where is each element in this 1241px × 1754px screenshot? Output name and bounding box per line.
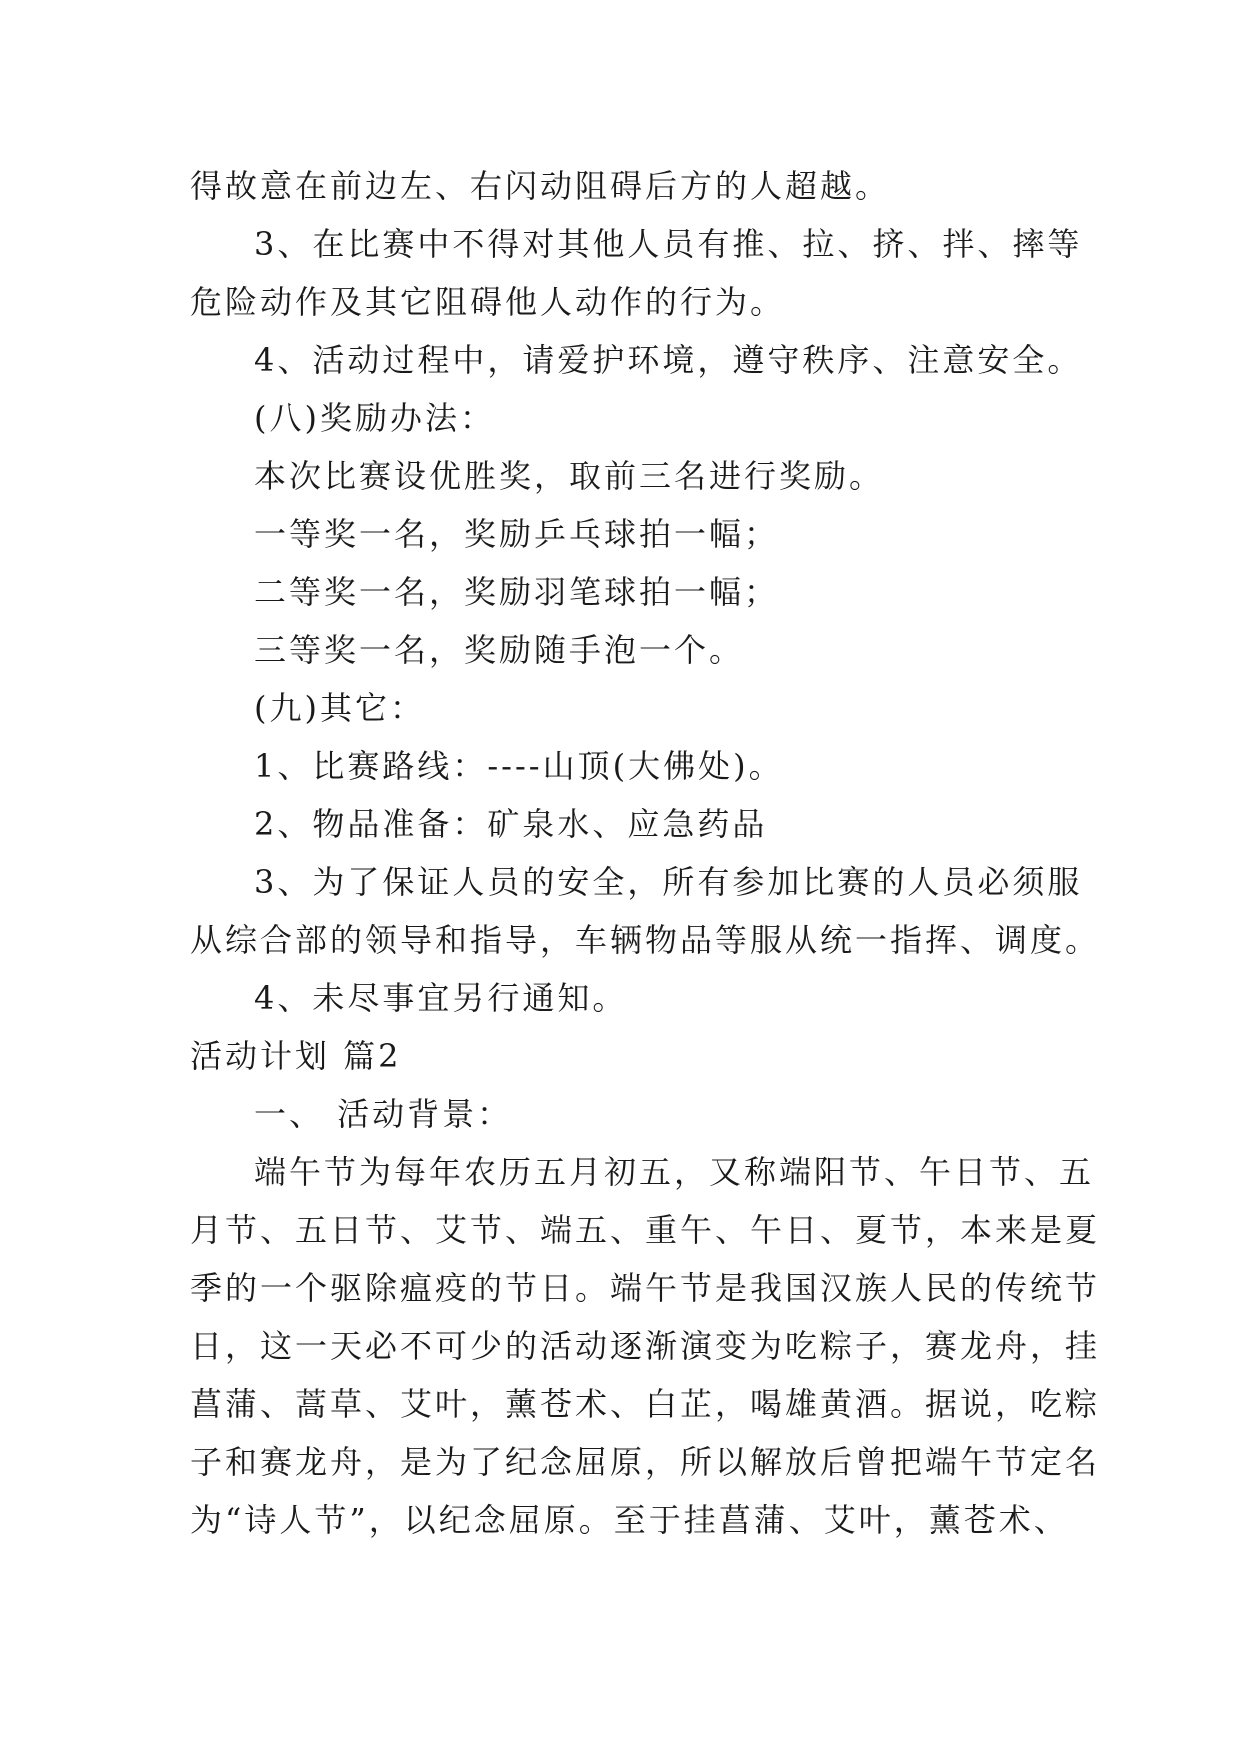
text-line: 季的一个驱除瘟疫的节日。端午节是我国汉族人民的传统节	[190, 1269, 1101, 1307]
text-line: 二等奖一名，奖励羽笔球拍一幅；	[254, 573, 780, 611]
text-line: 3、在比赛中不得对其他人员有推、拉、挤、拌、摔等	[254, 225, 1083, 263]
text-line: 危险动作及其它阻碍他人动作的行为。	[190, 283, 786, 321]
text-line: 本次比赛设优胜奖，取前三名进行奖励。	[254, 457, 885, 495]
text-line: 4、活动过程中，请爱护环境，遵守秩序、注意安全。	[254, 341, 1083, 379]
text-line: 菖蒲、蒿草、艾叶，薰苍术、白芷，喝雄黄酒。据说，吃粽	[190, 1385, 1101, 1423]
text-line: 三等奖一名，奖励随手泡一个。	[254, 631, 745, 669]
text-line: 一等奖一名，奖励乒乓球拍一幅；	[254, 515, 780, 553]
text-line: 日，这一天必不可少的活动逐渐演变为吃粽子，赛龙舟，挂	[190, 1327, 1101, 1365]
section-heading: 一、 活动背景：	[254, 1095, 513, 1133]
text-line: 得故意在前边左、右闪动阻碍后方的人超越。	[190, 167, 891, 205]
section-heading: (八)奖励办法：	[254, 399, 495, 437]
text-line: 为“诗人节”，以纪念屈原。至于挂菖蒲、艾叶，薰苍术、	[190, 1501, 1069, 1539]
text-line: 2、物品准备：矿泉水、应急药品	[254, 805, 768, 843]
text-line: 4、未尽事宜另行通知。	[254, 979, 628, 1017]
text-line: 月节、五日节、艾节、端五、重午、午日、夏节，本来是夏	[190, 1211, 1101, 1249]
document-title: 活动计划 篇2	[190, 1037, 402, 1075]
section-heading: (九)其它：	[254, 689, 425, 727]
text-line: 子和赛龙舟，是为了纪念屈原，所以解放后曾把端午节定名	[190, 1443, 1101, 1481]
text-line: 3、为了保证人员的安全，所有参加比赛的人员必须服	[254, 863, 1083, 901]
text-line: 从综合部的领导和指导，车辆物品等服从统一指挥、调度。	[190, 921, 1101, 959]
text-line: 1、比赛路线：----山顶(大佛处)。	[254, 747, 784, 785]
text-line: 端午节为每年农历五月初五，又称端阳节、午日节、五	[254, 1153, 1095, 1191]
